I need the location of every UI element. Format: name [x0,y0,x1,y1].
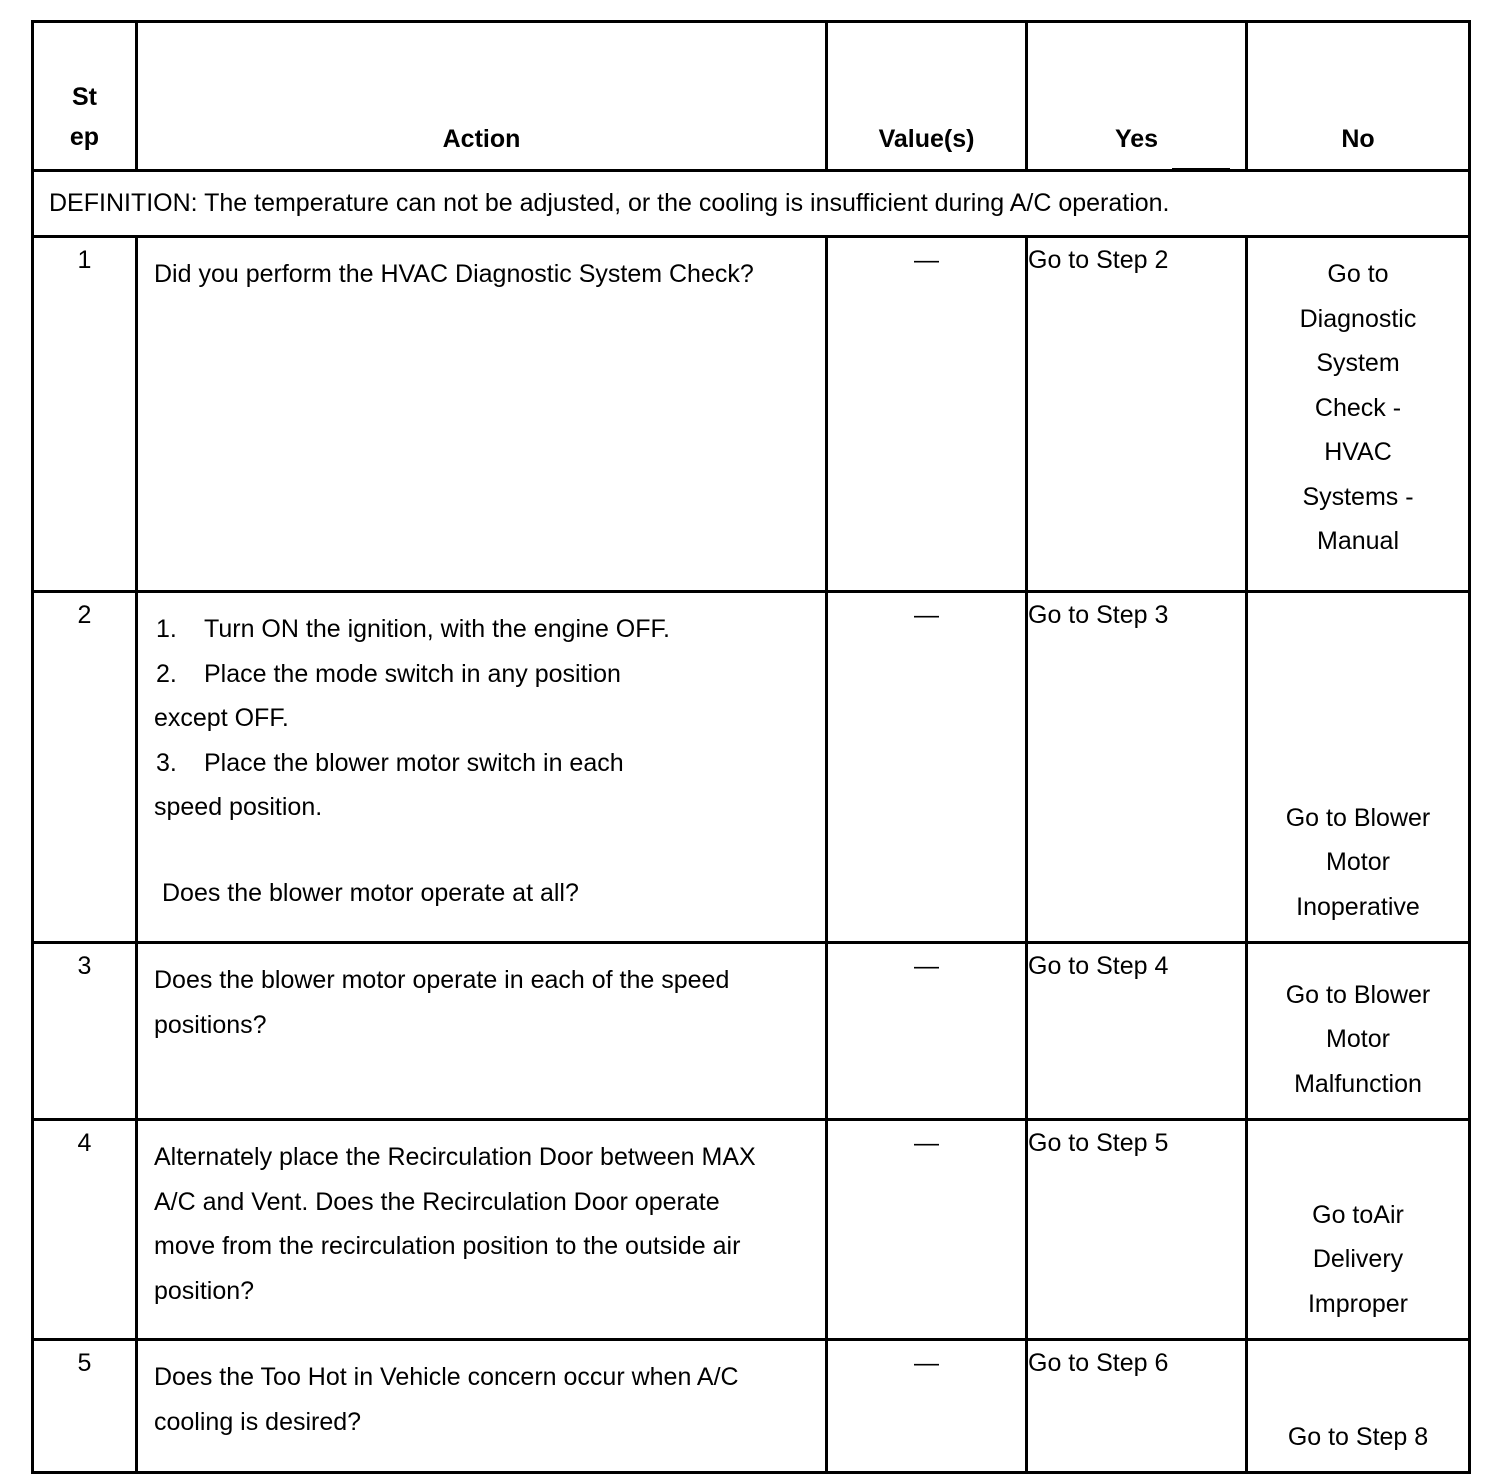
action-cell [137,1340,827,1473]
value-cell: — [827,1120,1027,1340]
step-number: 2 [33,592,137,943]
action-list-item-cont: speed position. [154,793,323,821]
step-number: 1 [33,237,137,592]
definition-row [33,171,1470,237]
yes-cell: Go to Step 3 [1027,592,1247,943]
table-row [33,237,1470,592]
value-cell: — [827,1340,1027,1473]
action-cell [137,943,827,1120]
header-no: No [1247,22,1470,171]
header-action: Action [137,22,827,171]
header-step-line1: St [72,83,97,111]
action-list-item-cont: except OFF. [154,704,289,732]
no-cell: Go to Blower Motor Inoperative [1247,592,1470,943]
table-row [33,592,1470,943]
header-row [33,22,1470,171]
value-cell: — [827,943,1027,1120]
no-cell: Go to Step 8 [1247,1340,1470,1473]
action-cell [137,237,827,592]
table-row [33,1120,1470,1340]
yes-cell: Go to Step 6 [1027,1340,1247,1473]
action-list-item: 2. Place the mode switch in any position [156,659,621,688]
header-value: Value(s) [827,22,1027,171]
diagnostic-table [31,20,1471,1474]
action-list-item: 3. Place the blower motor switch in each [156,748,624,777]
yes-cell: Go to Step 2 [1027,237,1247,592]
action-list [138,593,825,915]
header-yes: Yes [1027,22,1247,171]
diagnostic-table-frame [31,20,1468,1451]
action-text: Did you perform the HVAC Diagnostic System Check? [154,260,754,288]
action-text: Does the blower motor operate in each of the speed positions? [154,966,730,1039]
header-step [33,22,137,171]
header-step-line2: ep [69,123,100,151]
action-cell [137,592,827,943]
step-number: 4 [33,1120,137,1340]
action-text: Alternately place the Recirculation Door between MAX A/C and Vent. Does the Recirculation Door operate move from the recirculation position to the outside air position? [154,1143,756,1305]
yes-cell: Go to Step 4 [1027,943,1247,1120]
action-cell [137,1120,827,1340]
step-number: 5 [33,1340,137,1473]
no-cell: Go toAir Delivery Improper [1247,1120,1470,1340]
step-number: 3 [33,943,137,1120]
value-cell: — [827,592,1027,943]
table-row [33,1340,1470,1473]
no-cell: Go to Blower Motor Malfunction [1247,943,1470,1120]
value-cell: — [827,237,1027,592]
yes-cell: Go to Step 5 [1027,1120,1247,1340]
table-row [33,943,1470,1120]
definition-text: DEFINITION: The temperature can not be adjusted, or the cooling is insufficient during A/C operation. [33,171,1470,237]
header-underline-mark [1172,168,1230,171]
action-list-item: 1. Turn ON the ignition, with the engine OFF. [156,615,670,643]
action-question: Does the blower motor operate at all? [162,878,579,907]
no-cell: Go to Diagnostic System Check - HVAC Systems - Manual [1247,237,1470,592]
action-text: Does the Too Hot in Vehicle concern occur when A/C cooling is desired? [154,1363,739,1436]
